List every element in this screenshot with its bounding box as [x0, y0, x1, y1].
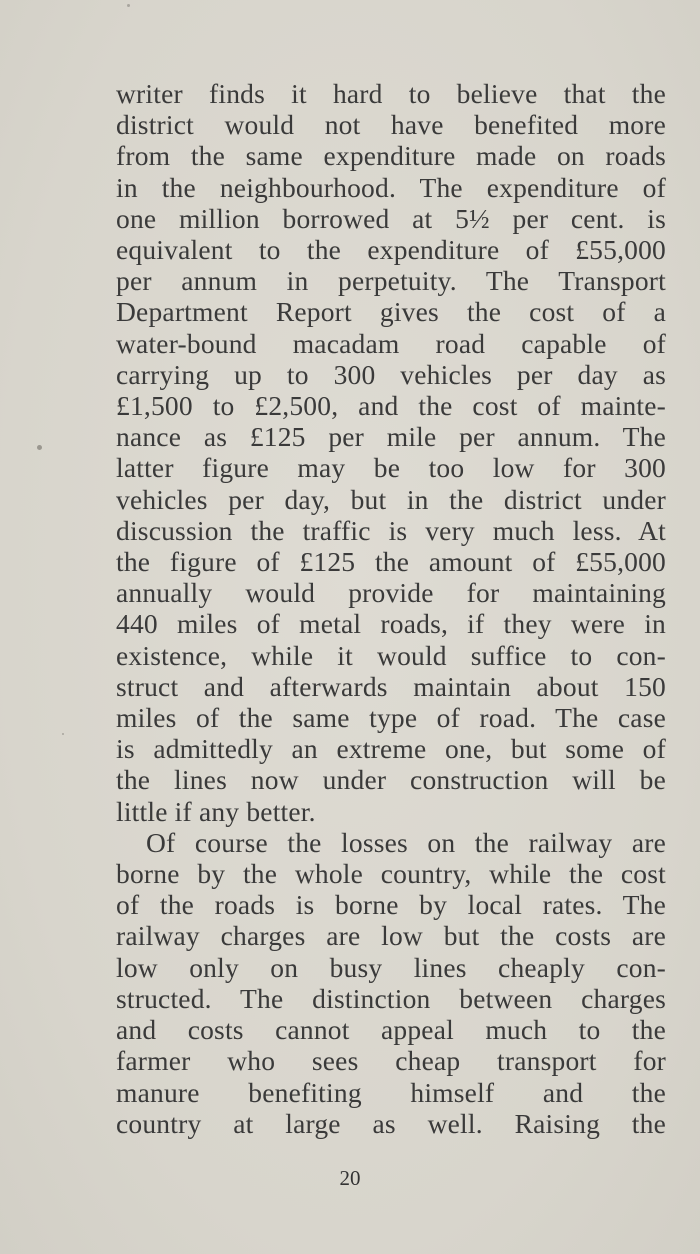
page-number: 20 — [339, 1166, 361, 1190]
text-line: equivalent to the expenditure of £55,000 — [116, 234, 666, 266]
text-line: in the neighbourhood. The expenditure of — [116, 171, 666, 203]
paragraph-2 — [116, 827, 666, 1139]
text-line: Of course the losses on the railway are — [146, 826, 666, 858]
text-line: the figure of £125 the amount of £55,000 — [116, 546, 666, 578]
text-line: nance as £125 per mile per annum. The — [116, 421, 666, 453]
text-line: existence, while it would suffice to con- — [116, 639, 666, 671]
text-line: and costs cannot appeal much to the — [116, 1014, 666, 1046]
paper-speck — [37, 445, 42, 450]
text-line: £1,500 to £2,500, and the cost of mainte- — [116, 390, 666, 422]
text-line: from the same expenditure made on roads — [116, 140, 666, 172]
text-line: little if any better. — [116, 795, 316, 827]
paragraph-1 — [116, 78, 666, 827]
text-line: water-bound macadam road capable of — [116, 327, 666, 359]
body-text — [116, 78, 666, 1139]
text-line: the lines now under construction will be — [116, 764, 666, 796]
text-line: struct and afterwards maintain about 150 — [116, 670, 666, 702]
paper-speck — [62, 733, 64, 735]
text-line: manure benefiting himself and the — [116, 1076, 666, 1108]
paper-speck — [127, 4, 130, 7]
text-line: vehicles per day, but in the district under — [116, 483, 666, 515]
text-line: carrying up to 300 vehicles per day as — [116, 358, 666, 390]
text-line: latter figure may be too low for 300 — [116, 452, 666, 484]
text-line: annually would provide for maintaining — [116, 577, 666, 609]
text-line: per annum in perpetuity. The Transport — [116, 265, 666, 297]
text-line: one million borrowed at 5½ per cent. is — [116, 202, 666, 234]
text-line: low only on busy lines cheaply con- — [116, 951, 666, 983]
text-line: railway charges are low but the costs are — [116, 920, 666, 952]
text-line: is admittedly an extreme one, but some of — [116, 733, 666, 765]
text-line: discussion the traffic is very much less. At — [116, 514, 666, 546]
text-line: district would not have benefited more — [116, 109, 666, 141]
text-line: of the roads is borne by local rates. The — [116, 889, 666, 921]
text-line: farmer who sees cheap transport for — [116, 1045, 666, 1077]
text-line: country at large as well. Raising the — [116, 1107, 666, 1139]
text-line: Department Report gives the cost of a — [116, 296, 666, 328]
text-line: borne by the whole country, while the cost — [116, 858, 666, 890]
text-line: writer finds it hard to believe that the — [116, 78, 666, 109]
text-line: 440 miles of metal roads, if they were in — [116, 608, 666, 640]
text-line: miles of the same type of road. The case — [116, 702, 666, 734]
text-line: structed. The distinction between charges — [116, 982, 666, 1014]
